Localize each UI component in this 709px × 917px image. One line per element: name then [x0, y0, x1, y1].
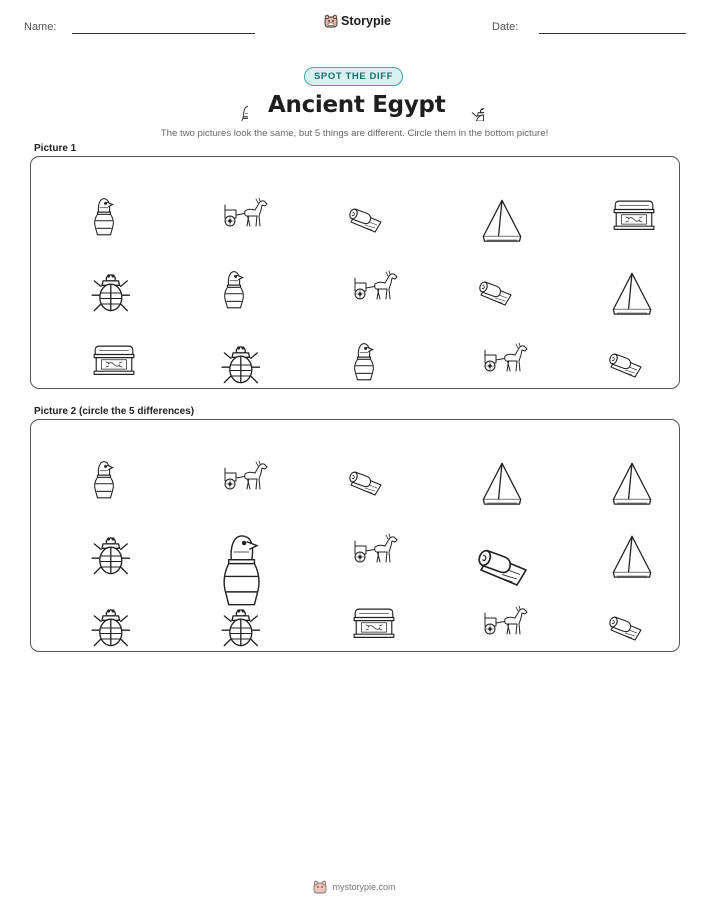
footer [0, 880, 709, 894]
picture-1-cell-r3-c5 [571, 303, 651, 383]
picture-2-cell-r2-c3[interactable] [311, 494, 391, 574]
scroll-icon [330, 441, 372, 481]
scroll-icon [448, 504, 514, 564]
storypie-mascot-icon [324, 14, 338, 28]
picture-1-cell-r1-c1 [51, 158, 131, 238]
canopic-jar-icon [338, 323, 364, 363]
picture-2-cell-r2-c5[interactable] [571, 494, 651, 574]
canopic-jar-icon [78, 441, 104, 481]
picture-2-label: Picture 2 (circle the 5 differences) [34, 406, 195, 417]
picture-1-cell-r2-c3 [311, 231, 391, 311]
pyramid-icon [460, 174, 502, 222]
picture-1-cell-r3-c3 [311, 303, 391, 383]
picture-1-cell-r2-c5 [571, 231, 651, 311]
brand-name: Storypie [341, 14, 392, 28]
pyramid-icon [460, 437, 502, 485]
pyramid-icon [590, 247, 632, 295]
picture-1-cell-r1-c4 [441, 158, 521, 238]
scarab-icon [201, 321, 241, 365]
scarab-icon [456, 91, 484, 121]
picture-2-cell-r1-c1[interactable] [51, 421, 131, 501]
picture-2-cell-r3-c1[interactable] [51, 566, 131, 646]
picture-1-cell-r2-c2 [181, 231, 261, 311]
canopic-jar-icon [208, 251, 234, 291]
scarab-icon [71, 249, 111, 293]
brand-logo [324, 14, 391, 28]
chariot-icon [327, 518, 375, 550]
storypie-mascot-icon [313, 880, 327, 894]
picture-1-cell-r3-c1 [51, 303, 131, 383]
picture-2-cell-r1-c3[interactable] [311, 421, 391, 501]
picture-1-cell-r2-c1 [51, 231, 131, 311]
canopic-jar-icon [78, 178, 104, 218]
scroll-icon [590, 323, 632, 363]
canopic-jar-icon [228, 91, 248, 121]
picture-1-cell-r3-c2 [181, 303, 261, 383]
chest-icon [328, 589, 374, 623]
instructions: The two pictures look the same, but 5 things are different. Circle them in the bottom picture! [160, 128, 549, 139]
title-scarab-icon [456, 91, 484, 126]
date-label: Date: [492, 21, 519, 33]
scroll-icon [460, 251, 502, 291]
scarab-icon [71, 512, 111, 556]
pyramid-icon [590, 437, 632, 485]
canopic-jar-icon [200, 498, 242, 570]
chariot-icon [327, 255, 375, 287]
picture-1-cell-r1-c2 [181, 158, 261, 238]
scarab-icon [201, 584, 241, 628]
picture-1-cell-r1-c3 [311, 158, 391, 238]
page-title: Ancient Egypt [268, 92, 446, 118]
title-jar-icon [228, 91, 248, 126]
spot-the-diff-badge: SPOT THE DIFF [304, 67, 403, 86]
picture-2-cell-r2-c2[interactable] [181, 494, 261, 574]
picture-2-cell-r3-c4[interactable] [441, 566, 521, 646]
picture-2-cell-r3-c5[interactable] [571, 566, 651, 646]
picture-2-cell-r2-c4[interactable] [441, 494, 521, 574]
pyramid-icon [590, 510, 632, 558]
picture-1-label: Picture 1 [34, 143, 77, 154]
name-label: Name: [24, 21, 57, 33]
chest-icon [68, 326, 114, 360]
picture-1-cell-r3-c4 [441, 303, 521, 383]
date-field[interactable] [539, 33, 686, 34]
picture-1-cell-r2-c4 [441, 231, 521, 311]
chariot-icon [457, 590, 505, 622]
picture-2-cell-r3-c2[interactable] [181, 566, 261, 646]
chest-icon [588, 181, 634, 215]
footer-url: mystorypie.com [332, 882, 396, 892]
chariot-icon [197, 445, 245, 477]
picture-2-cell-r1-c5[interactable] [571, 421, 651, 501]
picture-2-cell-r3-c3[interactable] [311, 566, 391, 646]
picture-2-cell-r1-c4[interactable] [441, 421, 521, 501]
scroll-icon [590, 586, 632, 626]
picture-2-panel[interactable] [30, 419, 680, 652]
picture-2-cell-r1-c2[interactable] [181, 421, 261, 501]
picture-1-panel [30, 156, 680, 389]
picture-1-cell-r1-c5 [571, 158, 651, 238]
chariot-icon [457, 327, 505, 359]
picture-2-cell-r2-c1[interactable] [51, 494, 131, 574]
name-field[interactable] [72, 33, 255, 34]
scroll-icon [330, 178, 372, 218]
chariot-icon [197, 182, 245, 214]
scarab-icon [71, 584, 111, 628]
